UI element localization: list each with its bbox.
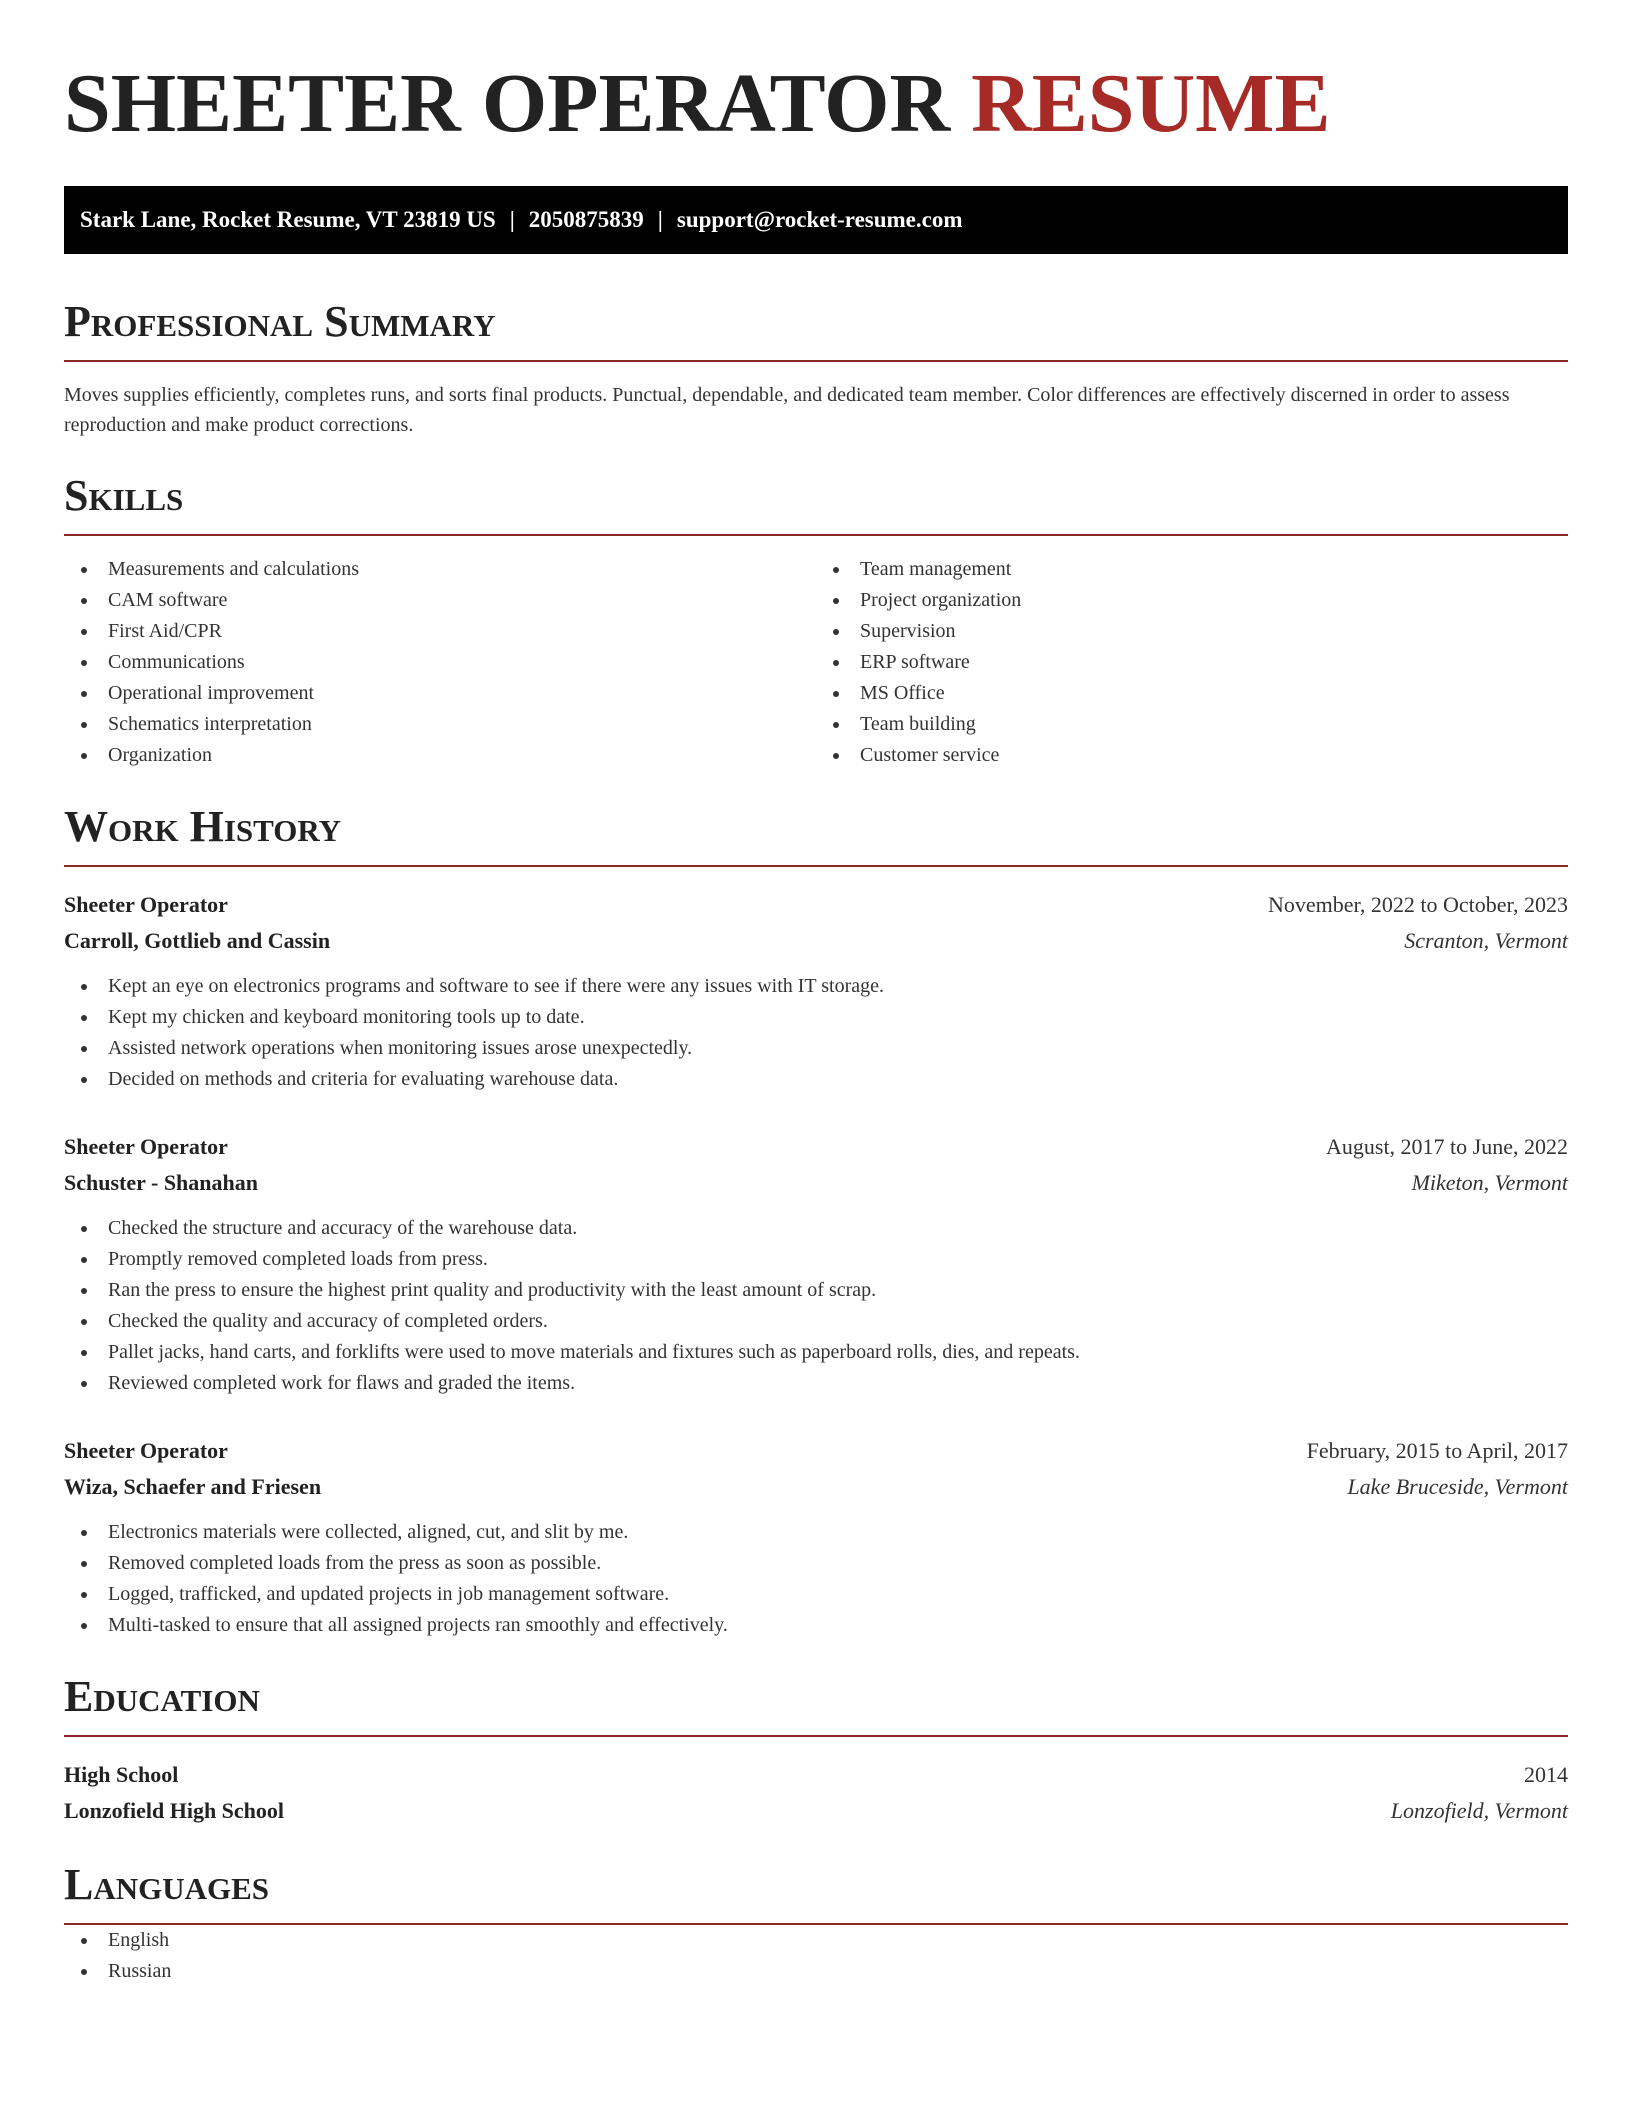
job-bullet: Multi-tasked to ensure that all assigned projects ran smoothly and effectively. [64, 1610, 1568, 1641]
job-bullet: Removed completed loads from the press as soon as possible. [64, 1548, 1568, 1579]
job-header-row [64, 1433, 1568, 1469]
language-item: English [64, 1925, 1568, 1956]
job-title: Sheeter Operator [64, 1438, 228, 1463]
job-company-row [64, 1165, 1568, 1201]
skill-item: CAM software [64, 585, 816, 616]
skill-item: ERP software [816, 647, 1568, 678]
skill-item: Team building [816, 709, 1568, 740]
job-entry [64, 1129, 1568, 1399]
education-location: Lonzofield, Vermont [1390, 1798, 1568, 1823]
skills-list-right [816, 554, 1568, 771]
job-bullet: Kept an eye on electronics programs and software to see if there were any issues with IT storage. [64, 971, 1568, 1002]
education-school-row [64, 1793, 1568, 1829]
job-company: Carroll, Gottlieb and Cassin [64, 928, 331, 953]
job-bullet: Checked the structure and accuracy of the warehouse data. [64, 1213, 1568, 1244]
job-dates: February, 2015 to April, 2017 [1306, 1438, 1568, 1463]
language-item: Russian [64, 1956, 1568, 1987]
skill-item: Team management [816, 554, 1568, 585]
job-location: Miketon, Vermont [1411, 1170, 1568, 1195]
job-bullet: Pallet jacks, hand carts, and forklifts were used to move materials and fixtures such as paperboard rolls, dies, and repeats. [64, 1337, 1568, 1368]
languages-section [64, 1861, 1568, 1987]
job-bullet: Checked the quality and accuracy of completed orders. [64, 1306, 1568, 1337]
job-entry [64, 887, 1568, 1095]
education-degree: High School [64, 1762, 179, 1787]
job-bullet: Decided on methods and criteria for evaluating warehouse data. [64, 1064, 1568, 1095]
job-bullet: Ran the press to ensure the highest print quality and productivity with the least amount of scrap. [64, 1275, 1568, 1306]
education-header-row [64, 1757, 1568, 1793]
job-bullets [64, 971, 1568, 1095]
skills-grid [64, 554, 1568, 771]
education-heading: Education [64, 1672, 260, 1721]
skills-list-left [64, 554, 816, 771]
summary-section [64, 298, 1568, 440]
job-bullet: Reviewed completed work for flaws and graded the items. [64, 1368, 1568, 1399]
contact-email: support@rocket-resume.com [676, 207, 963, 232]
job-title: Sheeter Operator [64, 892, 228, 917]
section-divider [64, 534, 1568, 536]
job-bullet: Assisted network operations when monitoring issues arose unexpectedly. [64, 1033, 1568, 1064]
section-divider [64, 865, 1568, 867]
skill-item: Project organization [816, 585, 1568, 616]
skill-item: Operational improvement [64, 678, 816, 709]
section-divider [64, 360, 1568, 362]
education-year: 2014 [1524, 1762, 1568, 1787]
job-bullet: Kept my chicken and keyboard monitoring tools up to date. [64, 1002, 1568, 1033]
title-main: SHEETER OPERATOR [64, 57, 951, 150]
work-heading: Work History [64, 802, 342, 851]
contact-phone: 2050875839 [528, 207, 644, 232]
skill-item: Schematics interpretation [64, 709, 816, 740]
job-header-row [64, 887, 1568, 923]
contact-separator: | [509, 207, 515, 232]
job-company: Schuster - Shanahan [64, 1170, 258, 1195]
education-section [64, 1673, 1568, 1829]
skill-item: Communications [64, 647, 816, 678]
skills-heading: Skills [64, 471, 184, 520]
education-school: Lonzofield High School [64, 1798, 285, 1823]
skill-item: First Aid/CPR [64, 616, 816, 647]
job-company-row [64, 923, 1568, 959]
job-bullet: Electronics materials were collected, aligned, cut, and slit by me. [64, 1517, 1568, 1548]
skill-item: Measurements and calculations [64, 554, 816, 585]
job-location: Lake Bruceside, Vermont [1347, 1474, 1568, 1499]
summary-heading: Professional Summary [64, 297, 496, 346]
languages-list [64, 1925, 1568, 1987]
section-divider [64, 1735, 1568, 1737]
work-section [64, 803, 1568, 1641]
job-header-row [64, 1129, 1568, 1165]
job-dates: November, 2022 to October, 2023 [1267, 892, 1568, 917]
job-location: Scranton, Vermont [1404, 928, 1568, 953]
job-company: Wiza, Schaefer and Friesen [64, 1474, 322, 1499]
skill-item: Customer service [816, 740, 1568, 771]
skill-item: MS Office [816, 678, 1568, 709]
resume-title [64, 56, 1568, 152]
skills-section [64, 472, 1568, 771]
summary-text: Moves supplies efficiently, completes runs, and sorts final products. Punctual, dependable, and dedicated team member. Color differences are effectively discerned in order to assess reproduction and make product corrections. [64, 384, 1510, 436]
job-dates: August, 2017 to June, 2022 [1326, 1134, 1568, 1159]
job-bullets [64, 1517, 1568, 1641]
job-bullet: Promptly removed completed loads from press. [64, 1244, 1568, 1275]
skill-item: Organization [64, 740, 816, 771]
contact-address: Stark Lane, Rocket Resume, VT 23819 US [80, 207, 496, 232]
skill-item: Supervision [816, 616, 1568, 647]
education-entry [64, 1757, 1568, 1829]
job-title: Sheeter Operator [64, 1134, 228, 1159]
job-bullets [64, 1213, 1568, 1399]
contact-bar [64, 186, 1568, 254]
job-company-row [64, 1469, 1568, 1505]
title-accent: RESUME [971, 57, 1331, 150]
contact-separator: | [657, 207, 663, 232]
job-entry [64, 1433, 1568, 1641]
languages-heading: Languages [64, 1860, 270, 1909]
job-bullet: Logged, trafficked, and updated projects in job management software. [64, 1579, 1568, 1610]
